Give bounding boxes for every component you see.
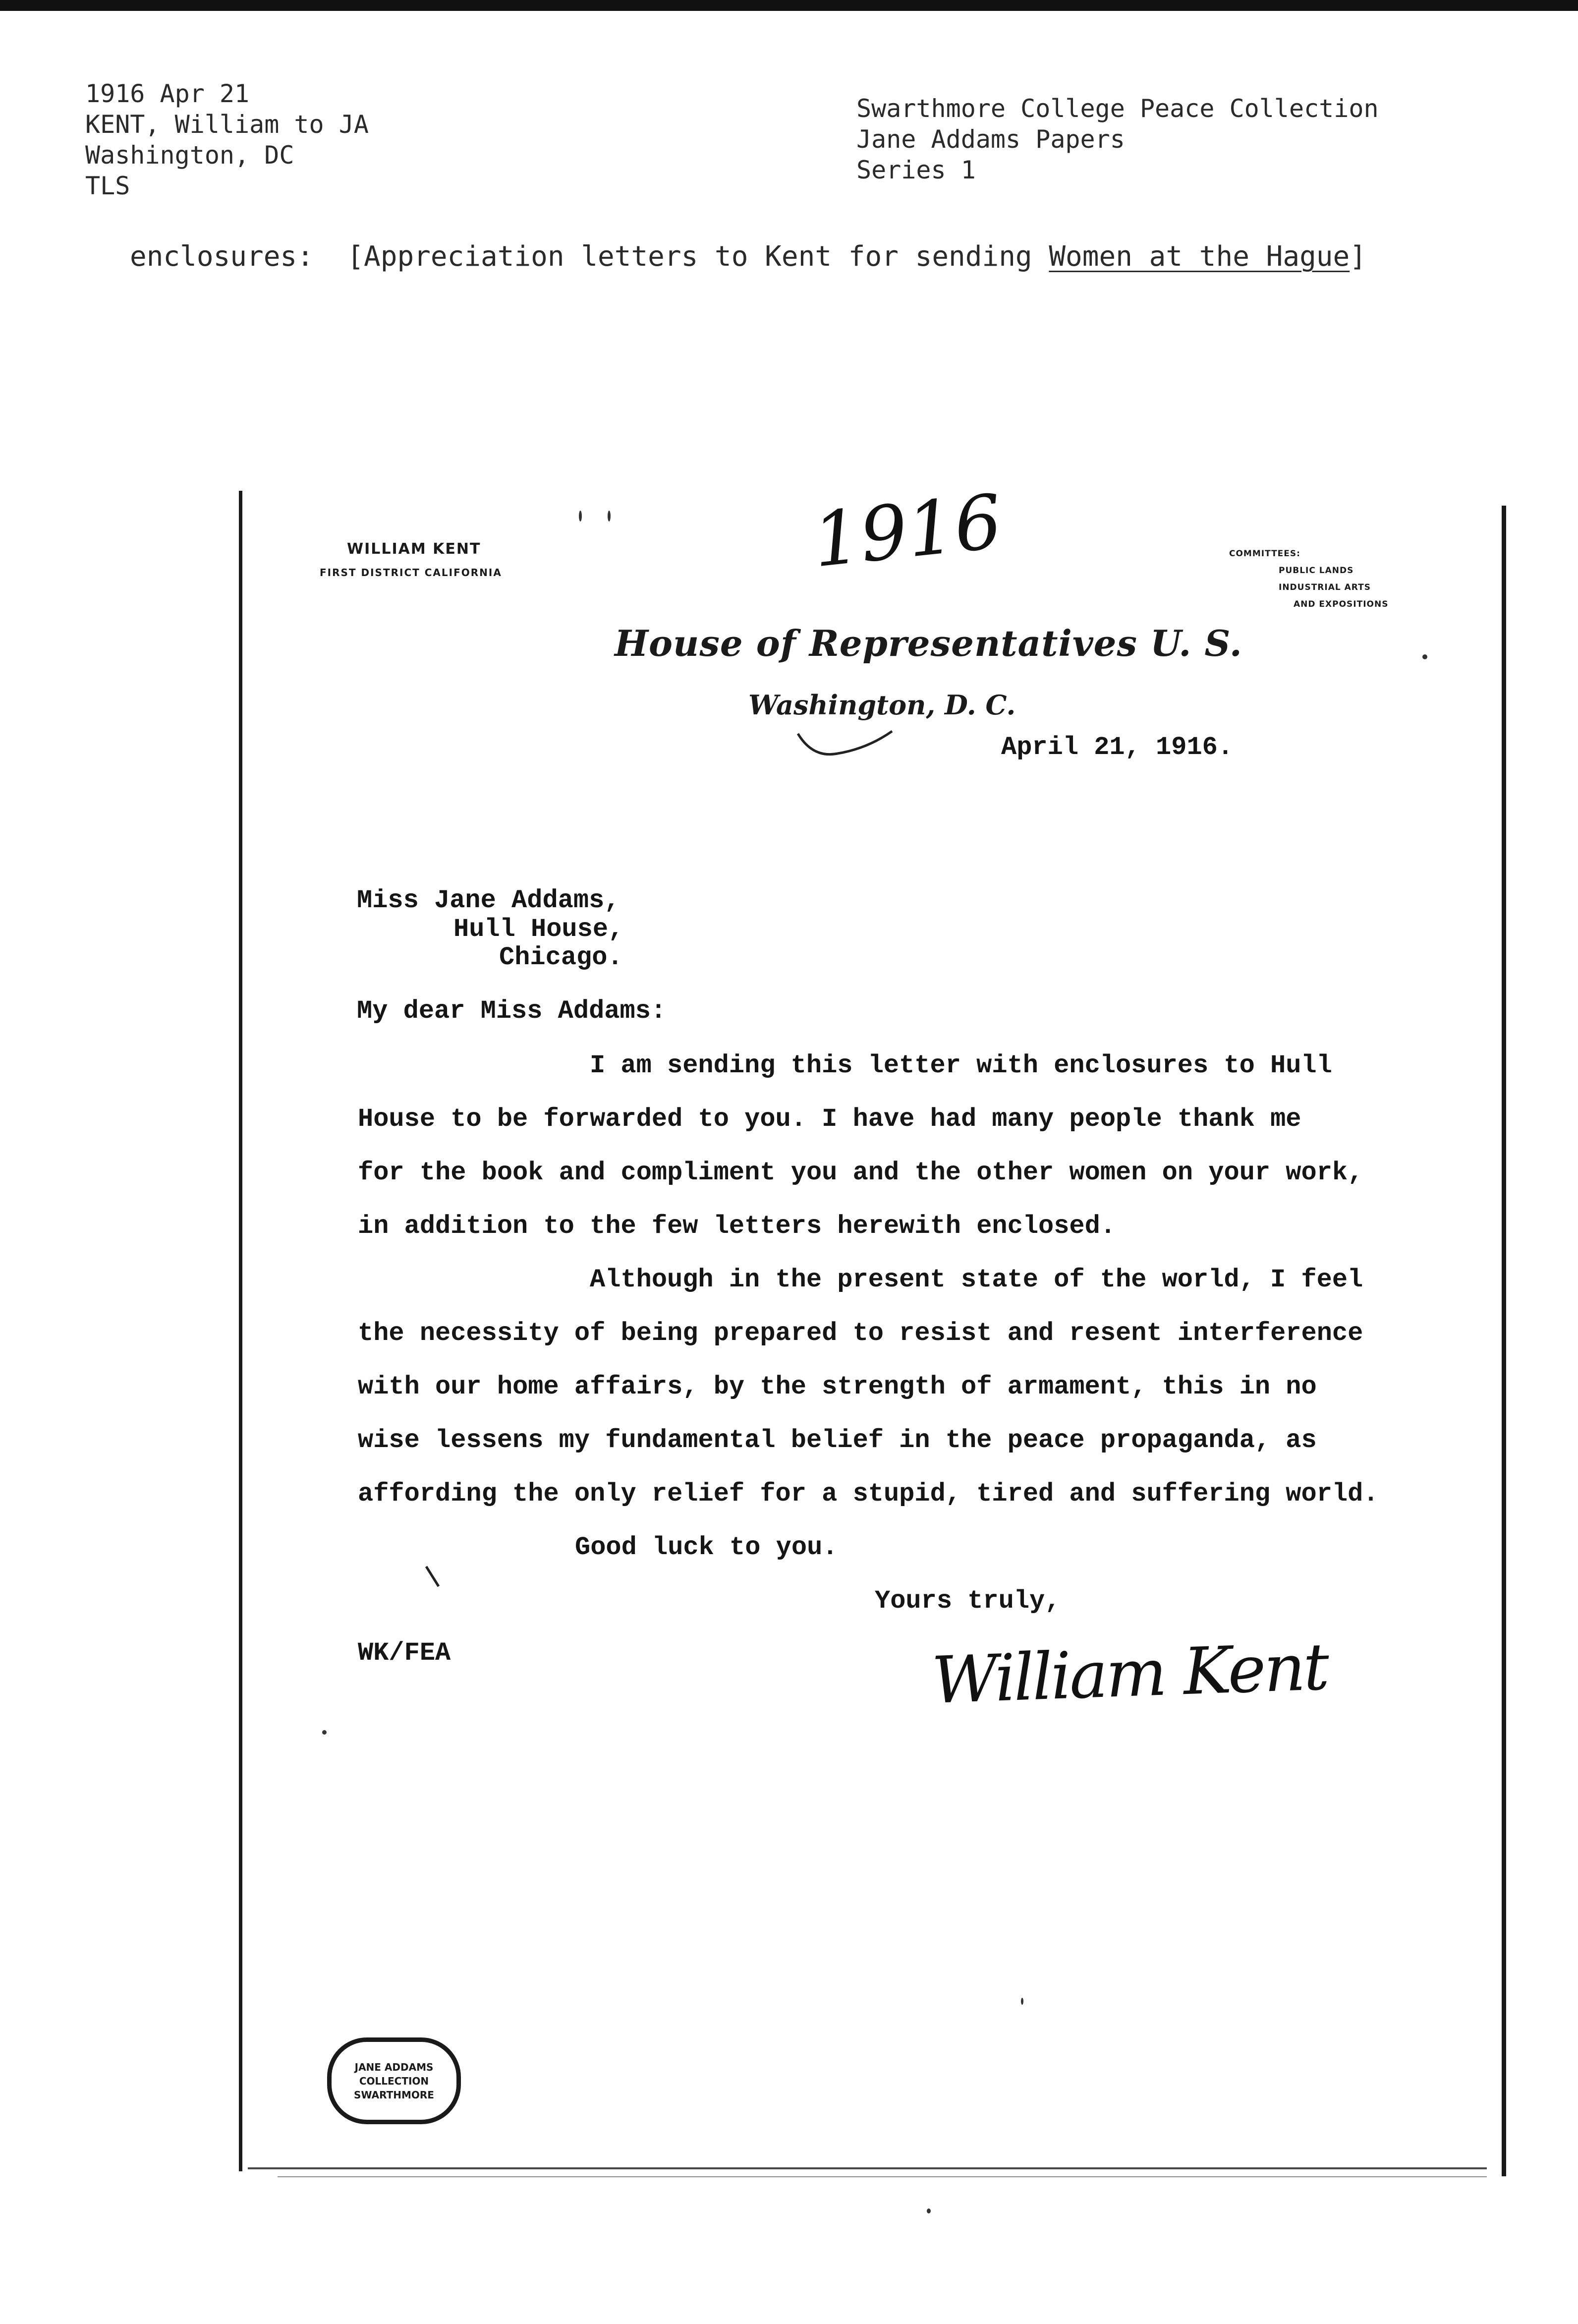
committee-industrial-arts: INDUSTRIAL ARTS xyxy=(1279,582,1371,592)
body-line-1: I am sending this letter with enclosures to Hull xyxy=(590,1051,1332,1080)
pen-tick xyxy=(424,1564,453,1594)
enclosures-text: [Appreciation letters to Kent for sending xyxy=(347,240,1049,273)
meta-papers: Jane Addams Papers xyxy=(856,125,1125,154)
meta-date: 1916 Apr 21 xyxy=(85,79,250,108)
letter-left-edge xyxy=(239,491,242,2171)
pen-mark xyxy=(793,729,902,768)
scan-speck xyxy=(1021,1998,1023,2005)
stamp-line-1: JANE ADDAMS xyxy=(354,2061,434,2073)
collection-stamp xyxy=(327,2037,461,2124)
signature: William Kent xyxy=(930,1629,1329,1718)
body-line-3: for the book and compliment you and the other women on your work, xyxy=(358,1158,1363,1187)
enclosures-title: Women at the Hague xyxy=(1049,240,1350,273)
meta-collection: Swarthmore College Peace Collection xyxy=(856,94,1379,123)
meta-correspondents: KENT, William to JA xyxy=(85,110,369,139)
letter-date: April 21, 1916. xyxy=(1001,733,1234,762)
archive-meta-right xyxy=(856,93,1379,185)
meta-place: Washington, DC xyxy=(85,141,294,170)
closing-line: Good luck to you. xyxy=(575,1533,838,1562)
letterhead-committees xyxy=(1229,545,1388,613)
meta-series: Series 1 xyxy=(856,156,976,184)
scan-speck xyxy=(579,511,582,522)
address-line-1: Miss Jane Addams, xyxy=(357,886,620,915)
meta-type: TLS xyxy=(85,172,130,200)
typist-initials: WK/FEA xyxy=(358,1638,451,1668)
body-line-4: in addition to the few letters herewith enclosed. xyxy=(358,1212,1116,1241)
letter-bottom-edge xyxy=(248,2167,1487,2169)
address-line-3: Chicago. xyxy=(499,943,623,972)
stamp-line-3: SWARTHMORE xyxy=(354,2089,434,2101)
letter-right-edge xyxy=(1502,506,1506,2176)
committees-label: COMMITTEES: xyxy=(1229,549,1300,559)
letterhead-house: House of Representatives U. S. xyxy=(615,622,1242,664)
valediction: Yours truly, xyxy=(875,1586,1061,1616)
enclosures-label: enclosures: xyxy=(130,240,314,273)
letterhead-city: Washington, D. C. xyxy=(748,689,1016,721)
body-line-8: wise lessens my fundamental belief in the peace propaganda, as xyxy=(358,1426,1317,1455)
body-line-9: affording the only relief for a stupid, tired and suffering world. xyxy=(358,1479,1379,1509)
scan-speck xyxy=(1422,654,1427,659)
body-line-2: House to be forwarded to you. I have had many people thank me xyxy=(358,1104,1301,1134)
body-line-6: the necessity of being prepared to resist and resent interference xyxy=(358,1319,1363,1348)
enclosures-close: ] xyxy=(1350,240,1366,273)
salutation: My dear Miss Addams: xyxy=(357,996,667,1026)
letterhead-name: WILLIAM KENT xyxy=(347,540,481,558)
enclosures-note xyxy=(130,240,1366,273)
scan-speck xyxy=(322,1730,327,1735)
scan-top-border xyxy=(0,0,1578,11)
stamp-line-2: COLLECTION xyxy=(359,2075,429,2087)
scan-speck xyxy=(608,511,611,522)
letter-bottom-edge-2 xyxy=(278,2176,1487,2177)
body-line-7: with our home affairs, by the strength of armament, this in no xyxy=(358,1372,1317,1401)
committee-expositions: AND EXPOSITIONS xyxy=(1294,599,1389,609)
body-line-5: Although in the present state of the world, I feel xyxy=(590,1265,1363,1294)
committee-public-lands: PUBLIC LANDS xyxy=(1279,566,1354,576)
letterhead-district: FIRST DISTRICT CALIFORNIA xyxy=(320,567,502,579)
archive-meta-left xyxy=(85,78,369,201)
scan-speck xyxy=(927,2208,931,2213)
handwritten-year: 1916 xyxy=(808,478,1006,584)
address-line-2: Hull House, xyxy=(453,915,624,944)
